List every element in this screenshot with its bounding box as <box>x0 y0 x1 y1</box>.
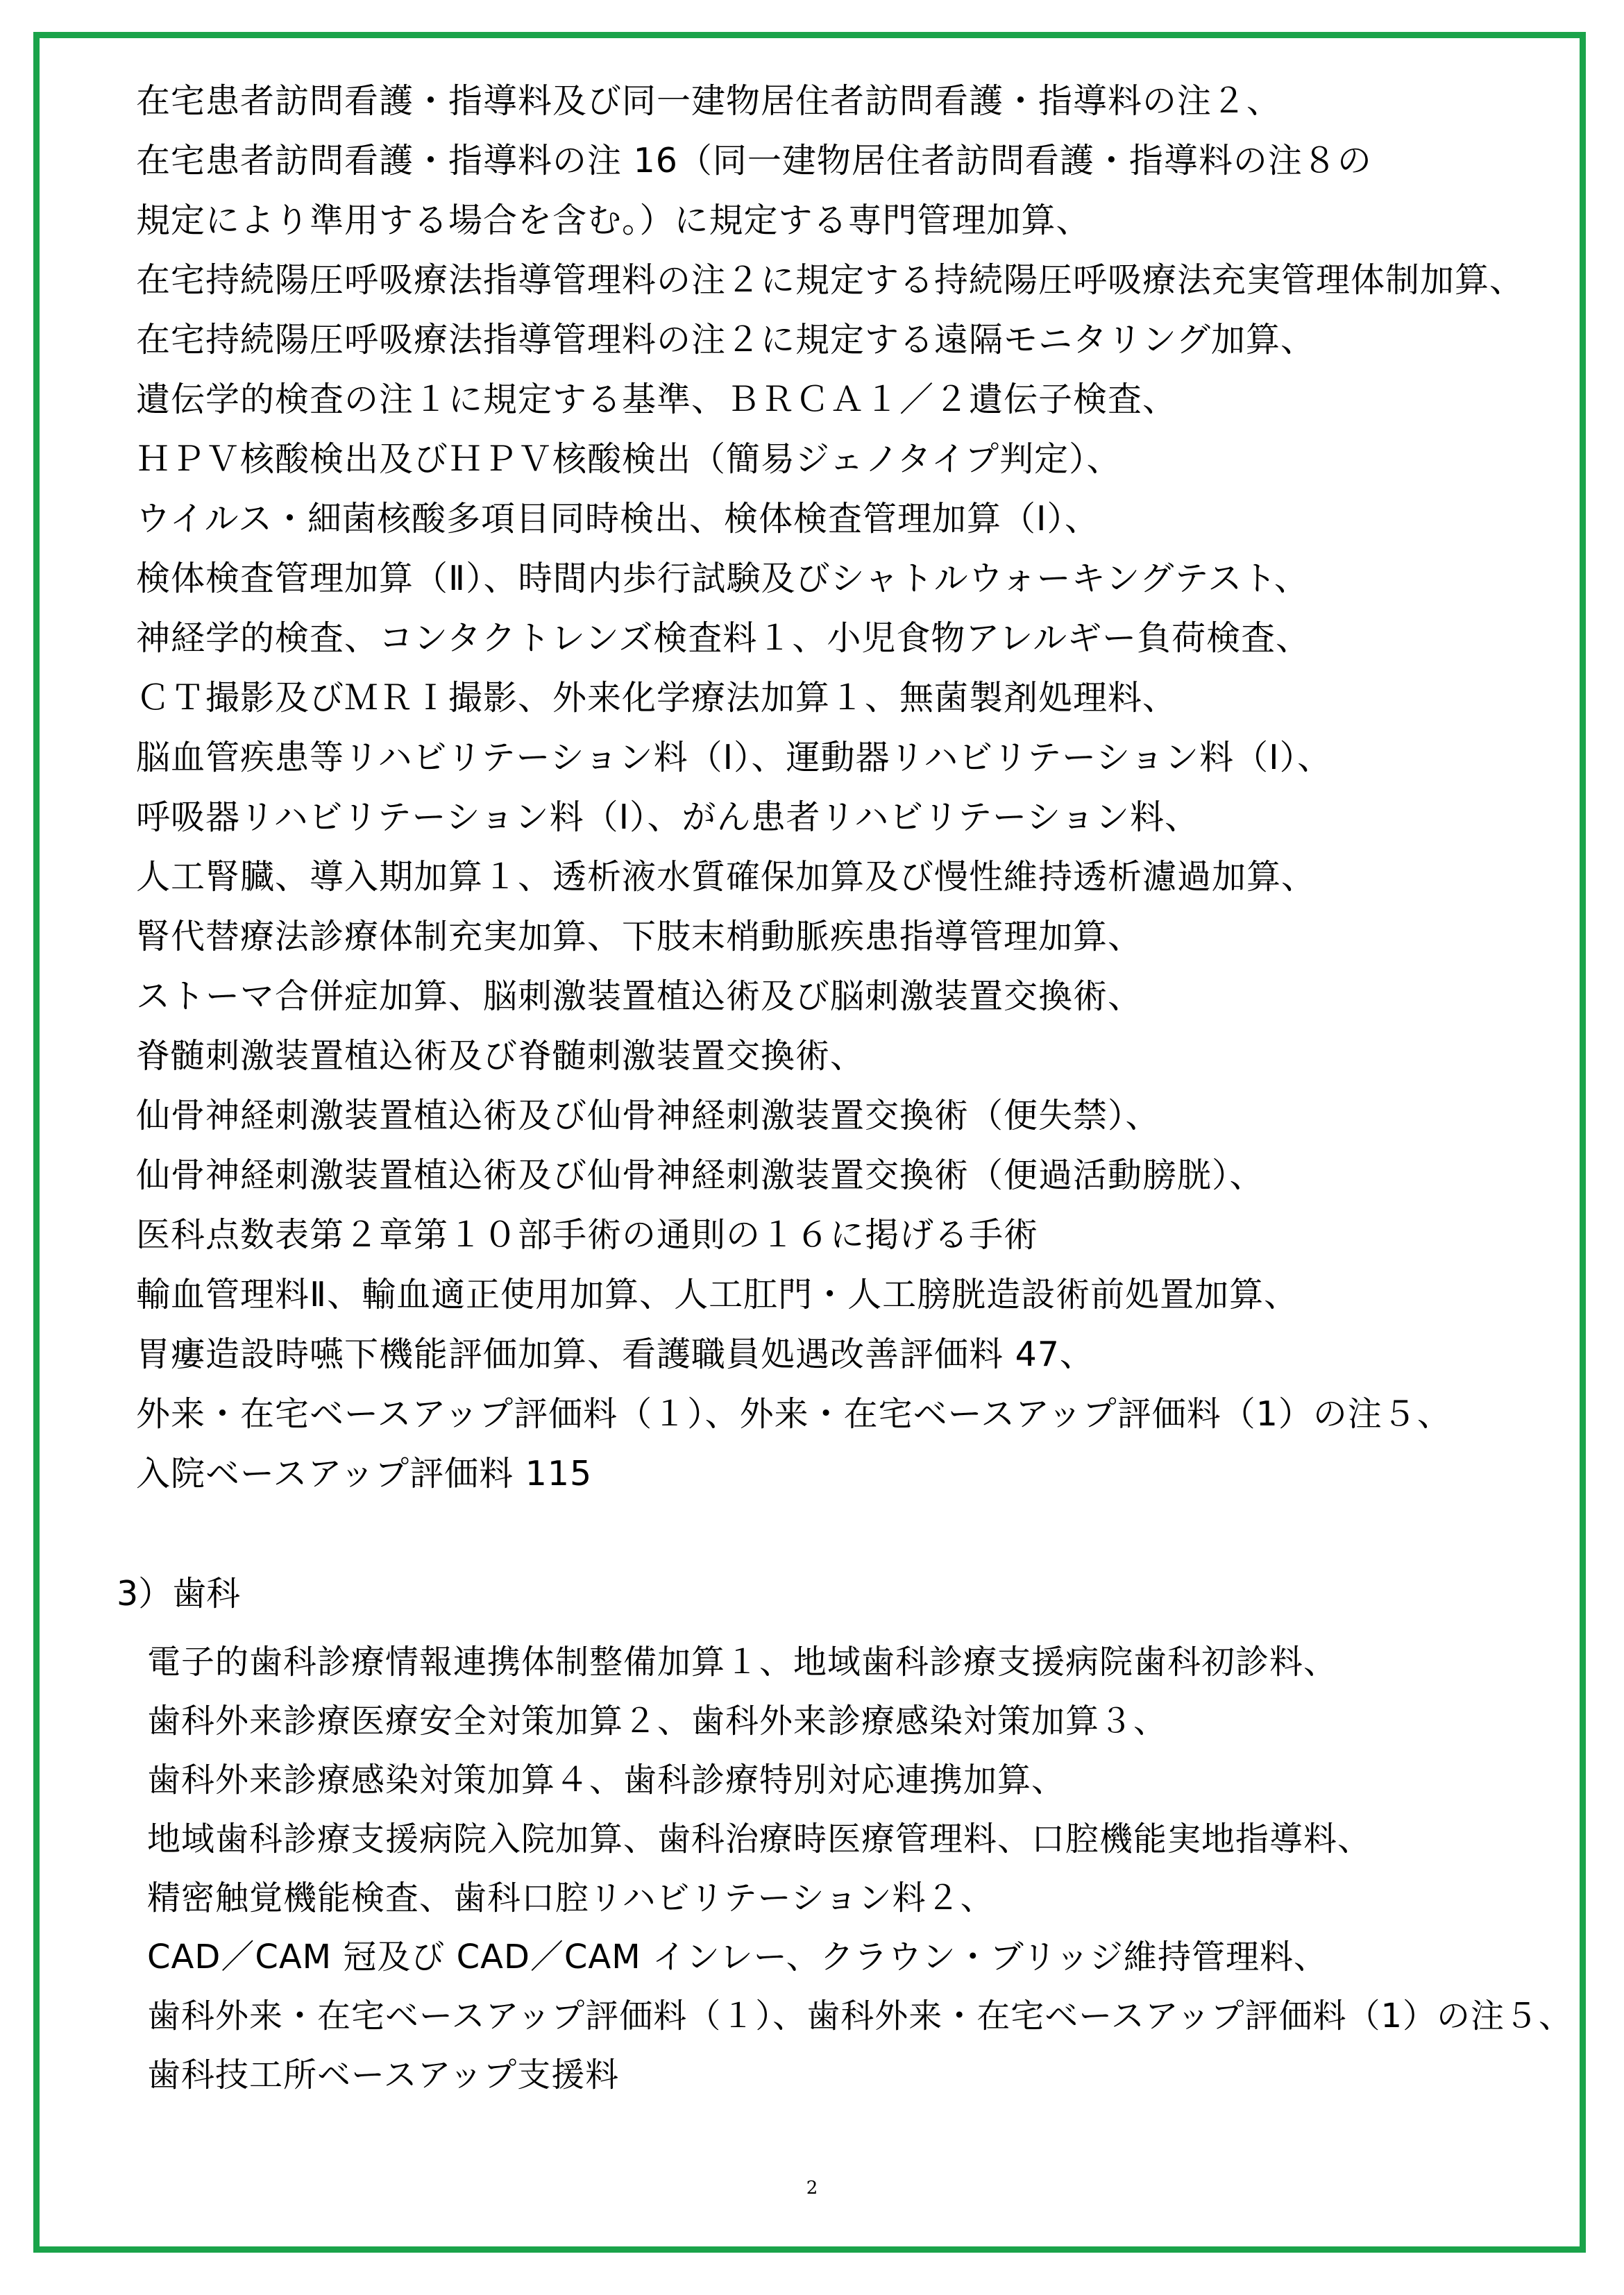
list-item: 胃瘻造設時嚥下機能評価加算、看護職員処遇改善評価料 47、 <box>136 1335 1094 1374</box>
list-item: ウイルス・細菌核酸多項目同時検出、検体検査管理加算（Ⅰ）、 <box>136 499 1100 539</box>
list-item: 精密触覚機能検査、歯科口腔リハビリテーション料２、 <box>147 1879 995 1917</box>
page-number: 2 <box>806 2178 818 2199</box>
list-item: 歯科外来診療医療安全対策加算２、歯科外来診療感染対策加算３、 <box>147 1702 1168 1741</box>
dental-section-heading: 3）歯科 <box>117 1574 241 1614</box>
list-item: 仙骨神経刺激装置植込術及び仙骨神経刺激装置交換術（便過活動膀胱）、 <box>136 1155 1264 1195</box>
list-item: 輸血管理料Ⅱ、輸血適正使用加算、人工肛門・人工膀胱造設術前処置加算、 <box>136 1275 1299 1314</box>
list-item: 腎代替療法診療体制充実加算、下肢末梢動脈疾患指導管理加算、 <box>136 917 1143 956</box>
list-item: 在宅患者訪問看護・指導料の注 16（同一建物居住者訪問看護・指導料の注８の <box>136 141 1372 180</box>
list-item: 神経学的検査、コンタクトレンズ検査料１、小児食物アレルギー負荷検査、 <box>136 618 1311 658</box>
list-item: ストーマ合併症加算、脳刺激装置植込術及び脳刺激装置交換術、 <box>136 976 1143 1016</box>
list-item: 脳血管疾患等リハビリテーション料（Ⅰ）、運動器リハビリテーション料（Ⅰ）、 <box>136 738 1333 777</box>
list-item: 地域歯科診療支援病院入院加算、歯科治療時医療管理料、口腔機能実地指導料、 <box>147 1820 1372 1858</box>
list-item: 脊髄刺激装置植込術及び脊髄刺激装置交換術、 <box>136 1036 865 1076</box>
list-item: 規定により準用する場合を含む。）に規定する専門管理加算、 <box>136 201 1091 240</box>
list-item: 医科点数表第２章第１０部手術の通則の１６に掲げる手術 <box>136 1215 1039 1255</box>
list-item: 遺伝学的検査の注１に規定する基準、ＢＲＣＡ１／２遺伝子検査、 <box>136 380 1178 419</box>
list-item: 在宅持続陽圧呼吸療法指導管理料の注２に規定する遠隔モニタリング加算、 <box>136 320 1316 359</box>
list-item: 検体検査管理加算（Ⅱ）、時間内歩行試験及びシャトルウォーキングテスト、 <box>136 559 1309 598</box>
medical-items-list <box>136 71 1524 1504</box>
list-item: 人工腎臓、導入期加算１、透析液水質確保加算及び慢性維持透析濾過加算、 <box>136 857 1317 897</box>
list-item: 仙骨神経刺激装置植込術及び仙骨神経刺激装置交換術（便失禁）、 <box>136 1096 1160 1135</box>
dental-items-list <box>147 1633 1573 2105</box>
list-item: 在宅患者訪問看護・指導料及び同一建物居住者訪問看護・指導料の注２、 <box>136 81 1282 121</box>
list-item: 歯科外来・在宅ベースアップ評価料（１）、歯科外来・在宅ベースアップ評価料（1）の注５、 <box>147 1997 1573 2035</box>
list-item: ＨＰＶ核酸検出及びＨＰＶ核酸検出（簡易ジェノタイプ判定）、 <box>136 439 1122 479</box>
list-item: CAD／CAM 冠及び CAD／CAM インレー、クラウン・ブリッジ維持管理料、 <box>147 1938 1328 1976</box>
list-item: 呼吸器リハビリテーション料（Ⅰ）、がん患者リハビリテーション料、 <box>136 797 1200 837</box>
list-item: 歯科技工所ベースアップ支援料 <box>147 2056 620 2094</box>
list-item: ＣＴ撮影及びＭＲＩ撮影、外来化学療法加算１、無菌製剤処理料、 <box>136 678 1178 718</box>
list-item: 在宅持続陽圧呼吸療法指導管理料の注２に規定する持続陽圧呼吸療法充実管理体制加算、 <box>136 260 1525 300</box>
list-item: 入院ベースアップ評価料 115 <box>136 1454 593 1493</box>
list-item: 歯科外来診療感染対策加算４、歯科診療特別対応連携加算、 <box>147 1761 1066 1799</box>
list-item: 外来・在宅ベースアップ評価料（１）、外来・在宅ベースアップ評価料（1）の注５、 <box>136 1394 1452 1434</box>
list-item: 電子的歯科診療情報連携体制整備加算１、地域歯科診療支援病院歯科初診料、 <box>147 1643 1338 1682</box>
